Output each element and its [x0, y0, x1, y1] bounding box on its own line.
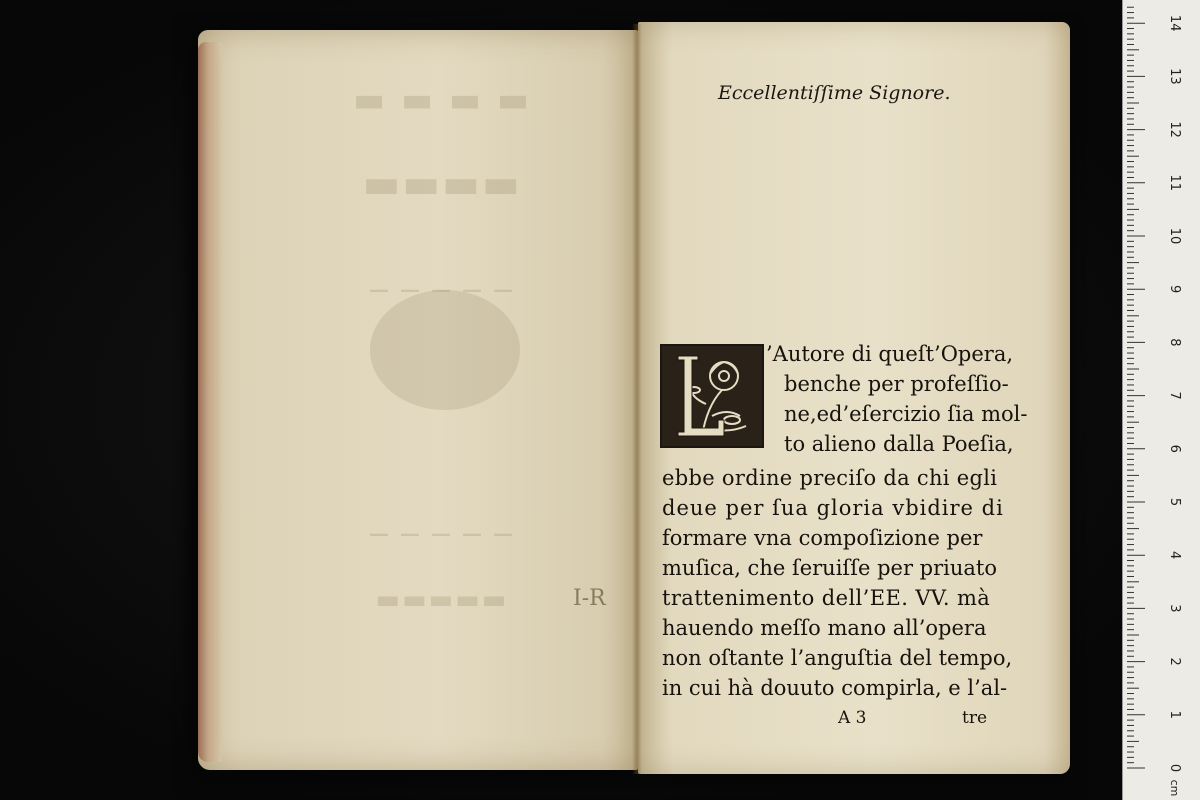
- ruler-scale: [1123, 0, 1200, 800]
- text-line: to alieno dalla Poeſia,: [784, 432, 1014, 456]
- ruler-label: 11: [1167, 174, 1182, 192]
- text-line: ebbe ordine preciſo da chi egli: [662, 466, 998, 490]
- handwritten-shelfmark: I-R: [573, 586, 606, 611]
- text-line: deue per ſua gloria vbidire di: [662, 496, 1004, 520]
- ruler-label: 8: [1167, 338, 1182, 347]
- ruler-label: 4: [1167, 551, 1182, 560]
- catchword: tre: [962, 708, 988, 728]
- signature-mark: A 3: [838, 708, 867, 728]
- ruler-label: 5: [1167, 497, 1182, 507]
- ruler-label: 2: [1167, 657, 1182, 666]
- decorated-initial: [660, 344, 764, 448]
- ruler-label: 1: [1167, 710, 1182, 719]
- text-line: ne,ed’eſercizio ſia mol-: [784, 402, 1028, 426]
- text-line: ’Autore di queſt’Opera,: [766, 342, 1014, 366]
- text-line: formare vna compoſizione per: [662, 526, 983, 550]
- page-heading: Eccellentiſſime Signore.: [718, 82, 951, 104]
- text-line: hauendo meſſo mano all’opera: [662, 616, 987, 640]
- book-spine-edge: [198, 42, 222, 762]
- ruler-unit-label: cm: [1168, 779, 1181, 797]
- ruler-label: 12: [1167, 121, 1182, 138]
- ruler-label: 9: [1167, 285, 1182, 294]
- text-line: trattenimento dell’EE. VV. mà: [662, 586, 991, 610]
- ruler-label: 7: [1167, 391, 1182, 400]
- text-line: in cui hà douuto compirla, e l’al-: [662, 676, 1008, 700]
- page-gutter: [632, 24, 642, 774]
- ruler-label: 14: [1167, 14, 1182, 32]
- ruler-label: 13: [1167, 68, 1182, 85]
- floral-ornament-icon: [662, 346, 762, 446]
- text-line: muſica, che ſeruiſſe per priuato: [662, 556, 997, 580]
- show-through-title-page: ▬ ▬ ▬ ▬ ▬▬▬▬ — — — — — — — — — — ▬▬▬▬▬: [351, 80, 530, 615]
- ruler-label: 6: [1167, 444, 1182, 453]
- ruler-label: 0: [1167, 763, 1182, 773]
- text-line: benche per profeſſio-: [784, 372, 1009, 396]
- text-line: non oſtante l’anguſtia del tempo,: [662, 646, 1013, 670]
- ruler-label: 3: [1167, 604, 1182, 613]
- scale-ruler: [1122, 0, 1200, 800]
- ruler-label: 10: [1167, 227, 1182, 245]
